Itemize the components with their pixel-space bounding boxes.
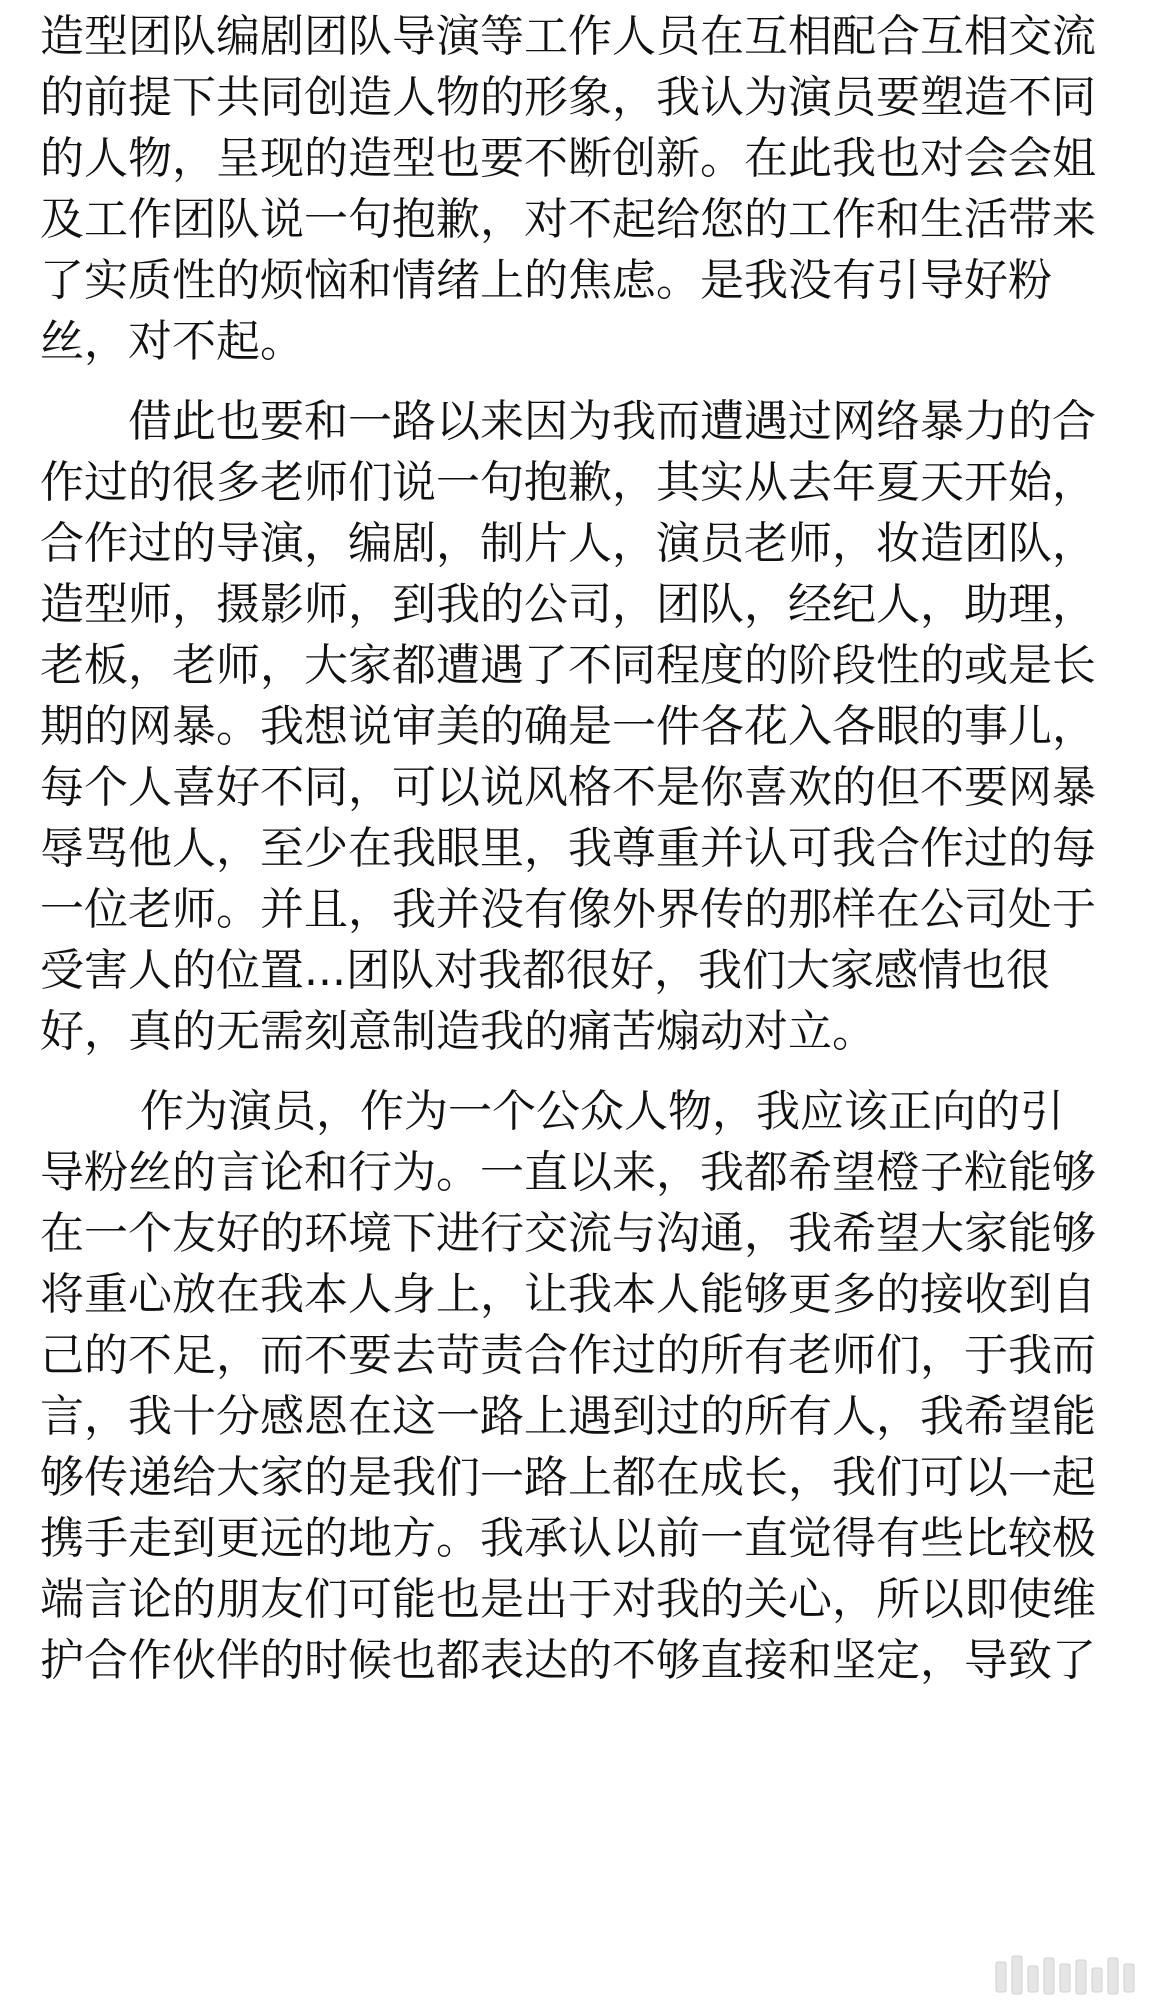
paragraph-3: 作为演员，作为一个公众人物，我应该正向的引导粉丝的言论和行为。一直以来，我都希望橙子粒能够在一个友好的环境下进行交流与沟通，我希望大家能够将重心放在我本人身上，让我本人能够更多的接收到自己的不足，而不要去苛责合作过的所有老师们，于我而言，我十分感恩在这一路上遇到过的所有人，我希望能够传递给大家的是我们一路上都在成长，我们可以一起携手走到更远的地方。我承认以前一直觉得有些比较极端言论的朋友们可能也是出于对我的关心，所以即使维护合作伙伴的时候也都表达的不够直接和坚定，导致了 <box>40 1086 1096 1686</box>
paragraph-2: 借此也要和一路以来因为我而遭遇过网络暴力的合作过的很多老师们说一句抱歉，其实从去年夏天开始，合作过的导演，编剧，制片人，演员老师，妆造团队，造型师，摄影师，到我的公司，团队，经纪人，助理，老板，老师，大家都遭遇了不同程度的阶段性的或是长期的网暴。我想说审美的确是一件各花入各眼的事儿，每个人喜好不同，可以说风格不是你喜欢的但不要网暴辱骂他人，至少在我眼里，我尊重并认可我合作过的每一位老师。并且，我并没有像外界传的那样在公司处于受害人的位置...团队对我都很好，我们大家感情也很好，真的无需刻意制造我的痛苦煽动对立。 <box>40 396 1096 1057</box>
paragraph-1: 造型团队编剧团队导演等工作人员在互相配合互相交流的前提下共同创造人物的形象，我认为演员要塑造不同的人物，呈现的造型也要不断创新。在此我也对会会姐及工作团队说一句抱歉，对不起给您的工作和生活带来了实质性的烦恼和情绪上的焦虑。是我没有引导好粉丝，对不起。 <box>40 11 1096 367</box>
watermark-logo <box>992 1950 1142 2002</box>
document-body <box>40 6 1100 1710</box>
